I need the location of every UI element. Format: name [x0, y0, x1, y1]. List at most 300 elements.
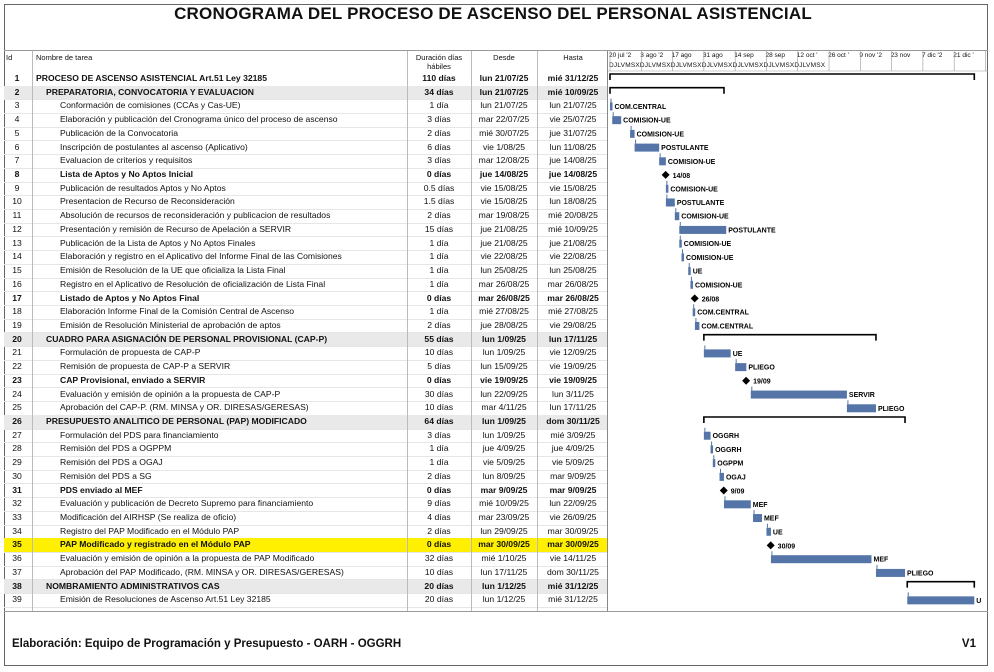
- task-end: mié 10/09/25: [547, 86, 599, 97]
- task-id: 34: [12, 525, 22, 536]
- task-bar: [720, 473, 724, 481]
- resource-label: OGGRH: [712, 433, 740, 441]
- task-duration: 10 días: [424, 402, 454, 413]
- task-end: jue 4/09/25: [551, 443, 595, 454]
- task-end: vie 26/09/25: [549, 512, 597, 523]
- task-id: 15: [12, 265, 22, 276]
- task-id: 12: [12, 223, 22, 234]
- task-end: lun 25/08/25: [549, 265, 597, 276]
- task-bar: [704, 349, 731, 357]
- resource-label: SERVIR: [848, 392, 875, 400]
- task-end: vie 15/08/25: [549, 182, 597, 193]
- task-start: vie 15/08/25: [480, 182, 528, 193]
- task-name: PDS enviado al MEF: [60, 484, 143, 495]
- task-row: [4, 168, 608, 183]
- task-duration: 5 días: [427, 361, 451, 372]
- task-row: [4, 429, 608, 444]
- task-id: 24: [12, 388, 22, 399]
- task-row: [4, 292, 608, 307]
- task-end: vie 22/08/25: [549, 251, 597, 262]
- task-start: mié 30/07/25: [479, 127, 529, 138]
- task-end: mié 31/12/25: [547, 73, 599, 83]
- task-row: [4, 374, 608, 389]
- task-row: [4, 319, 608, 334]
- milestone-label: 14/08: [672, 172, 691, 180]
- task-id: 8: [14, 169, 20, 180]
- footer-credit: Elaboración: Equipo de Programación y Presupuesto - OARH - OGGRH: [12, 638, 402, 650]
- summary-bar: [907, 582, 974, 588]
- task-duration: 2 días: [427, 210, 451, 221]
- resource-label: COMISION-UE: [636, 131, 685, 139]
- task-duration: 0 días: [426, 374, 452, 385]
- task-end: vie 12/09/25: [549, 347, 597, 358]
- task-start: lun 17/11/25: [480, 566, 528, 577]
- summary-bar: [610, 88, 724, 94]
- task-duration: 10 días: [424, 347, 454, 358]
- task-row: [4, 195, 608, 210]
- task-name: Registro del PAP Modificado en el Módulo PAP: [60, 525, 240, 536]
- task-name: Remisión del PDS a OGPPM: [60, 443, 172, 454]
- summary-bar: [610, 74, 974, 80]
- resource-label: COM.CENTRAL: [697, 309, 749, 317]
- resource-label: MEF: [763, 515, 779, 523]
- task-duration: 1 día: [429, 100, 449, 111]
- task-duration: 1 día: [429, 251, 449, 262]
- task-start: lun 1/12/25: [482, 580, 526, 591]
- task-id: 21: [12, 347, 22, 358]
- task-row: [4, 470, 608, 485]
- task-end: mar 9/09/25: [549, 484, 597, 495]
- task-start: mar 19/08/25: [478, 210, 530, 221]
- task-row: [4, 209, 608, 224]
- resource-label: OGAJ: [725, 474, 746, 482]
- task-duration: 20 días: [424, 580, 454, 591]
- timeline-week-label: 21 dic ': [953, 52, 974, 59]
- task-name: Presentacion de Recurso de Reconsideración: [60, 196, 235, 207]
- task-start: mié 27/08/25: [479, 306, 529, 317]
- task-bar: [693, 308, 696, 316]
- header-duration: Duración días hábiles: [415, 53, 463, 71]
- task-name: Elaboración Informe Final de la Comisión Central de Ascenso: [60, 306, 295, 317]
- task-id: 10: [12, 196, 22, 207]
- task-start: vie 19/09/25: [480, 374, 528, 385]
- timeline-week-label: 20 jul '2: [609, 52, 632, 59]
- task-bar: [751, 391, 847, 399]
- task-start: lun 1/12/25: [482, 594, 526, 605]
- task-start: jue 28/08/25: [480, 319, 528, 330]
- resource-label: MEF: [873, 556, 889, 564]
- task-id: 25: [12, 402, 22, 413]
- task-id: 6: [14, 141, 20, 152]
- task-start: mar 12/08/25: [478, 155, 530, 166]
- task-duration: 30 días: [424, 388, 454, 399]
- task-end: mar 9/09/25: [550, 470, 596, 481]
- task-row: [4, 72, 608, 87]
- task-id: 23: [12, 374, 22, 385]
- task-bar: [695, 322, 699, 330]
- task-bar: [690, 281, 693, 289]
- task-start: jue 14/08/25: [479, 169, 529, 180]
- task-id: 30: [12, 470, 22, 481]
- resource-label: UE: [732, 350, 743, 358]
- task-name: Publicación de la Convocatoria: [60, 127, 178, 138]
- task-bar: [704, 432, 711, 440]
- task-id: 39: [12, 594, 22, 605]
- task-duration: 34 días: [424, 86, 454, 97]
- gantt-sheet: [4, 50, 988, 612]
- task-row: [4, 278, 608, 293]
- column-divider: [471, 51, 472, 611]
- task-start: lun 21/07/25: [479, 73, 529, 83]
- gantt-chart: [608, 51, 988, 611]
- task-bar: [735, 363, 746, 371]
- task-duration: 0.5 días: [423, 182, 455, 193]
- milestone-label: 9/09: [730, 488, 745, 496]
- header-id: Id: [6, 53, 13, 62]
- resource-label: POSTULANTE: [676, 199, 725, 207]
- gantt-bars: [608, 51, 988, 611]
- resource-label: U: [976, 597, 982, 605]
- timeline-week-label: 26 oct ': [828, 52, 849, 59]
- task-row: [4, 525, 608, 540]
- task-row: [4, 538, 608, 553]
- task-bar: [711, 445, 714, 453]
- task-start: lun 22/09/25: [480, 388, 528, 399]
- task-row: [4, 250, 608, 265]
- timeline-week-label: 9 nov '2: [859, 52, 882, 59]
- task-row: [4, 182, 608, 197]
- task-id: 22: [12, 361, 22, 372]
- task-duration: 2 días: [427, 319, 451, 330]
- task-end: lun 21/07/25: [549, 100, 597, 111]
- task-duration: 20 días: [424, 594, 454, 605]
- task-name: Lista de Aptos y No Aptos Inicial: [60, 169, 194, 180]
- task-end: jue 14/08/25: [548, 169, 598, 180]
- task-row: [4, 154, 608, 169]
- task-id: 1: [14, 73, 20, 83]
- timeline-week-label: 28 sep: [765, 52, 786, 59]
- task-bar: [907, 596, 974, 604]
- task-id: 3: [14, 100, 20, 111]
- task-bar: [847, 404, 876, 412]
- task-id: 4: [14, 114, 20, 125]
- timeline-week-label: 12 oct ': [796, 52, 818, 59]
- task-bar: [682, 253, 685, 261]
- resource-label: UE: [772, 529, 783, 537]
- task-row: [4, 484, 608, 499]
- milestone-diamond: [691, 294, 699, 302]
- task-end: mié 10/09/25: [548, 223, 598, 234]
- task-row: [4, 113, 608, 128]
- task-id: 5: [14, 127, 20, 138]
- column-divider: [407, 51, 408, 611]
- task-start: mar 22/07/25: [478, 114, 530, 125]
- task-id: 11: [12, 210, 22, 221]
- summary-bar: [704, 335, 876, 341]
- task-start: mar 30/09/25: [478, 539, 530, 550]
- task-end: mar 26/08/25: [547, 292, 599, 303]
- task-duration: 15 días: [424, 223, 454, 234]
- task-id: 33: [12, 512, 22, 523]
- task-id: 36: [12, 553, 22, 564]
- task-start: vie 5/09/25: [482, 457, 526, 468]
- timeline-week-label: 31 ago: [702, 52, 723, 59]
- task-id: 13: [12, 237, 22, 248]
- task-id: 38: [12, 580, 22, 591]
- task-row: [4, 511, 608, 526]
- timeline-week-label: 7 dic '2: [922, 52, 943, 59]
- task-id: 17: [12, 292, 22, 303]
- task-bar: [612, 116, 621, 124]
- task-duration: 0 días: [426, 169, 452, 180]
- resource-label: PLIEGO: [907, 570, 934, 578]
- header-name: Nombre de tarea: [36, 53, 93, 62]
- task-end: lun 11/08/25: [549, 141, 597, 152]
- task-name: Formulación de propuesta de CAP-P: [60, 347, 201, 358]
- task-id: 19: [12, 319, 22, 330]
- task-row: [4, 264, 608, 279]
- task-start: mar 9/09/25: [480, 484, 528, 495]
- resource-label: COM.CENTRAL: [614, 103, 667, 111]
- task-name: Listado de Aptos y No Aptos Final: [60, 292, 200, 303]
- task-duration: 6 días: [427, 141, 451, 152]
- task-bar: [771, 555, 872, 563]
- timeline-week-label: 17 ago: [671, 52, 692, 59]
- task-name: PAP Modificado y registrado en el Módulo PAP: [60, 539, 251, 550]
- task-name: Evaluación y emisión de opinión a la propuesta de CAP-P: [60, 388, 281, 399]
- task-duration: 1 día: [429, 457, 449, 468]
- resource-label: OGPPM: [717, 460, 744, 468]
- column-divider: [32, 51, 33, 611]
- task-bar: [766, 528, 770, 536]
- task-row: [4, 333, 608, 348]
- task-end: mié 31/12/25: [548, 594, 598, 605]
- task-id: 20: [12, 333, 22, 344]
- task-name: Formulación del PDS para financiamiento: [60, 429, 219, 440]
- header-end: Hasta: [563, 53, 583, 62]
- task-end: dom 30/11/25: [547, 566, 599, 577]
- task-start: mié 1/10/25: [481, 553, 527, 564]
- task-bar: [753, 514, 762, 522]
- task-duration: 1 día: [429, 443, 449, 454]
- milestone-label: 19/09: [753, 378, 771, 386]
- task-id: 31: [12, 484, 22, 495]
- task-row: [4, 141, 608, 156]
- task-name: Presentación y remisión de Recurso de Apelación a SERVIR: [60, 223, 292, 234]
- task-start: lun 1/09/25: [482, 429, 526, 440]
- resource-label: PLIEGO: [877, 405, 905, 413]
- column-divider: [537, 51, 538, 611]
- task-duration: 2 días: [427, 470, 451, 481]
- task-start: mar 23/09/25: [478, 512, 530, 523]
- task-bar: [659, 157, 666, 165]
- task-end: vie 5/09/25: [551, 457, 595, 468]
- task-start: mié 10/09/25: [479, 498, 529, 509]
- task-bar: [666, 198, 675, 206]
- task-row: [4, 497, 608, 512]
- task-name: Remisión del PDS a SG: [60, 470, 152, 481]
- task-end: mar 30/09/25: [547, 539, 599, 550]
- task-start: lun 21/07/25: [479, 86, 529, 97]
- page-title: CRONOGRAMA DEL PROCESO DE ASCENSO DEL PERSONAL ASISTENCIAL: [174, 4, 812, 23]
- task-row: [4, 86, 608, 101]
- task-duration: 10 días: [424, 566, 454, 577]
- resource-label: COMISION-UE: [686, 254, 734, 262]
- task-bar: [679, 226, 726, 234]
- task-bar: [688, 267, 691, 275]
- task-end: jue 14/08/25: [549, 155, 597, 166]
- task-duration: 1.5 días: [423, 196, 455, 207]
- task-start: jue 4/09/25: [482, 443, 526, 454]
- task-name: Conformación de comisiones (CCAs y Cas-UE): [60, 100, 241, 111]
- task-name: Absolución de recursos de reconsideración y publicacion de resultados: [60, 210, 331, 221]
- task-start: lun 21/07/25: [480, 100, 528, 111]
- task-name: Publicación de resultados Aptos y No Aptos: [60, 182, 226, 193]
- resource-label: COMISION-UE: [683, 241, 732, 249]
- timeline-week-label: 23 nov: [890, 52, 911, 59]
- task-duration: 1 día: [429, 265, 449, 276]
- task-row: [4, 442, 608, 457]
- task-start: lun 25/08/25: [480, 265, 528, 276]
- task-bar: [679, 240, 682, 248]
- task-row: [4, 127, 608, 142]
- task-name: Elaboración y publicación del Cronograma único del proceso de ascenso: [60, 114, 338, 125]
- task-id: 7: [14, 155, 20, 166]
- task-start: lun 29/09/25: [480, 525, 528, 536]
- resource-label: COM.CENTRAL: [701, 323, 754, 331]
- task-name: Evaluación y publicación de Decreto Supremo para financiamiento: [60, 498, 314, 509]
- task-row: [4, 223, 608, 238]
- task-end: lun 22/09/25: [549, 498, 597, 509]
- task-start: jue 21/08/25: [480, 237, 528, 248]
- task-name: Aprobación del CAP-P. (RM. MINSA y OR. DIRESAS/GERESAS): [60, 402, 309, 413]
- milestone-diamond: [742, 377, 750, 385]
- resource-label: COMISION-UE: [623, 117, 671, 125]
- task-name: Aprobación del PAP Modificado, (RM. MINSA y OR. DIRESAS/GERESAS): [60, 566, 344, 577]
- task-id: 27: [12, 429, 22, 440]
- task-end: mié 3/09/25: [550, 429, 596, 440]
- task-bar: [724, 500, 751, 508]
- task-end: mar 30/09/25: [547, 525, 599, 536]
- task-id: 16: [12, 278, 22, 289]
- task-bar: [666, 185, 669, 193]
- task-duration: 1 día: [429, 306, 449, 317]
- task-name: Evaluación y emisión de opinión a la propuesta de PAP Modificado: [60, 553, 315, 564]
- task-name: Publicación de la Lista de Aptos y No Aptos Finales: [60, 237, 256, 248]
- task-end: vie 29/08/25: [549, 319, 597, 330]
- header-start: Desde: [493, 53, 515, 62]
- task-row: [4, 401, 608, 416]
- task-end: jue 21/08/25: [549, 237, 597, 248]
- task-id: 35: [12, 539, 22, 550]
- task-duration: 2 días: [427, 525, 451, 536]
- task-end: mié 31/12/25: [547, 580, 599, 591]
- resource-label: COMISION-UE: [667, 158, 716, 166]
- task-row: [4, 237, 608, 252]
- task-duration: 0 días: [426, 539, 452, 550]
- task-id: 14: [12, 251, 22, 262]
- task-name: Elaboración y registro en el Aplicativo del Informe Final de las Comisiones: [60, 251, 342, 262]
- task-id: 9: [14, 182, 20, 193]
- task-duration: 3 días: [427, 429, 451, 440]
- resource-label: POSTULANTE: [661, 145, 709, 153]
- resource-label: UE: [692, 268, 703, 276]
- task-id: 37: [12, 566, 22, 577]
- task-duration: 1 día: [429, 237, 449, 248]
- task-end: vie 14/11/25: [549, 553, 597, 564]
- resource-label: MEF: [752, 501, 768, 509]
- task-duration: 3 días: [427, 114, 451, 125]
- task-id: 26: [12, 416, 22, 426]
- task-id: 18: [12, 306, 22, 317]
- task-id: 28: [12, 443, 22, 454]
- resource-label: COMISION-UE: [694, 282, 743, 290]
- task-end: mar 26/08/25: [547, 278, 599, 289]
- task-row: [4, 415, 608, 430]
- task-row: [4, 580, 608, 595]
- timeline-week-label: 3 ago '2: [640, 52, 664, 59]
- task-row: [4, 456, 608, 471]
- task-start: lun 8/09/25: [482, 470, 526, 481]
- task-end: dom 30/11/25: [546, 416, 600, 426]
- task-end: lun 17/11/25: [549, 402, 597, 413]
- task-end: vie 25/07/25: [549, 114, 597, 125]
- task-row: [4, 593, 608, 608]
- milestone-label: 26/08: [701, 296, 720, 304]
- task-name: Remisión del PDS a OGAJ: [60, 457, 163, 468]
- timeline-week-label: 14 sep: [734, 52, 754, 59]
- task-row: [4, 346, 608, 361]
- task-name: Registro en el Aplicativo de Resolución de oficialización de Lista Final: [60, 278, 326, 289]
- task-name: Modificación del AIRHSP (Se realiza de oficio): [60, 512, 237, 523]
- task-name: Emisión de Resoluciones de Ascenso Art.51 Ley 32185: [60, 594, 271, 605]
- task-name: Evaluacion de criterios y requisitos: [60, 155, 193, 166]
- resource-label: COMISION-UE: [681, 213, 729, 221]
- task-end: lun 17/11/25: [548, 333, 598, 344]
- task-bar: [630, 130, 634, 138]
- task-end: mié 20/08/25: [548, 210, 598, 221]
- task-duration: 1 día: [429, 278, 449, 289]
- task-duration: 4 días: [427, 512, 451, 523]
- milestone-label: 30/09: [777, 543, 796, 551]
- task-end: vie 19/09/25: [549, 374, 597, 385]
- task-duration: 110 días: [422, 73, 456, 83]
- task-name: Emisión de Resolución de la UE que oficializa la Lista Final: [60, 265, 286, 276]
- task-start: lun 1/09/25: [482, 347, 526, 358]
- task-start: vie 22/08/25: [480, 251, 528, 262]
- task-name: CUADRO PARA ASIGNACIÓN DE PERSONAL PROVISIONAL (CAP-P): [46, 333, 328, 344]
- task-duration: 55 días: [424, 333, 454, 344]
- task-duration: 2 días: [427, 127, 451, 138]
- task-duration: 9 días: [427, 498, 451, 509]
- task-row: [4, 388, 608, 403]
- task-start: lun 1/09/25: [482, 333, 526, 344]
- task-id: 32: [12, 498, 22, 509]
- task-bar: [635, 144, 660, 152]
- task-name: Inscripción de postulantes al ascenso (Aplicativo): [60, 141, 248, 152]
- task-start: vie 15/08/25: [480, 196, 528, 207]
- task-name: Emisión de Resolución Ministerial de aprobación de aptos: [60, 319, 281, 330]
- task-id: 2: [14, 86, 20, 97]
- task-end: jue 31/07/25: [549, 127, 597, 138]
- task-id: 29: [12, 457, 22, 468]
- task-duration: 0 días: [426, 484, 452, 495]
- task-start: vie 1/08/25: [482, 141, 526, 152]
- task-start: lun 1/09/25: [482, 416, 526, 426]
- milestone-diamond: [662, 171, 670, 179]
- task-row: [4, 305, 608, 320]
- task-bar: [713, 459, 716, 467]
